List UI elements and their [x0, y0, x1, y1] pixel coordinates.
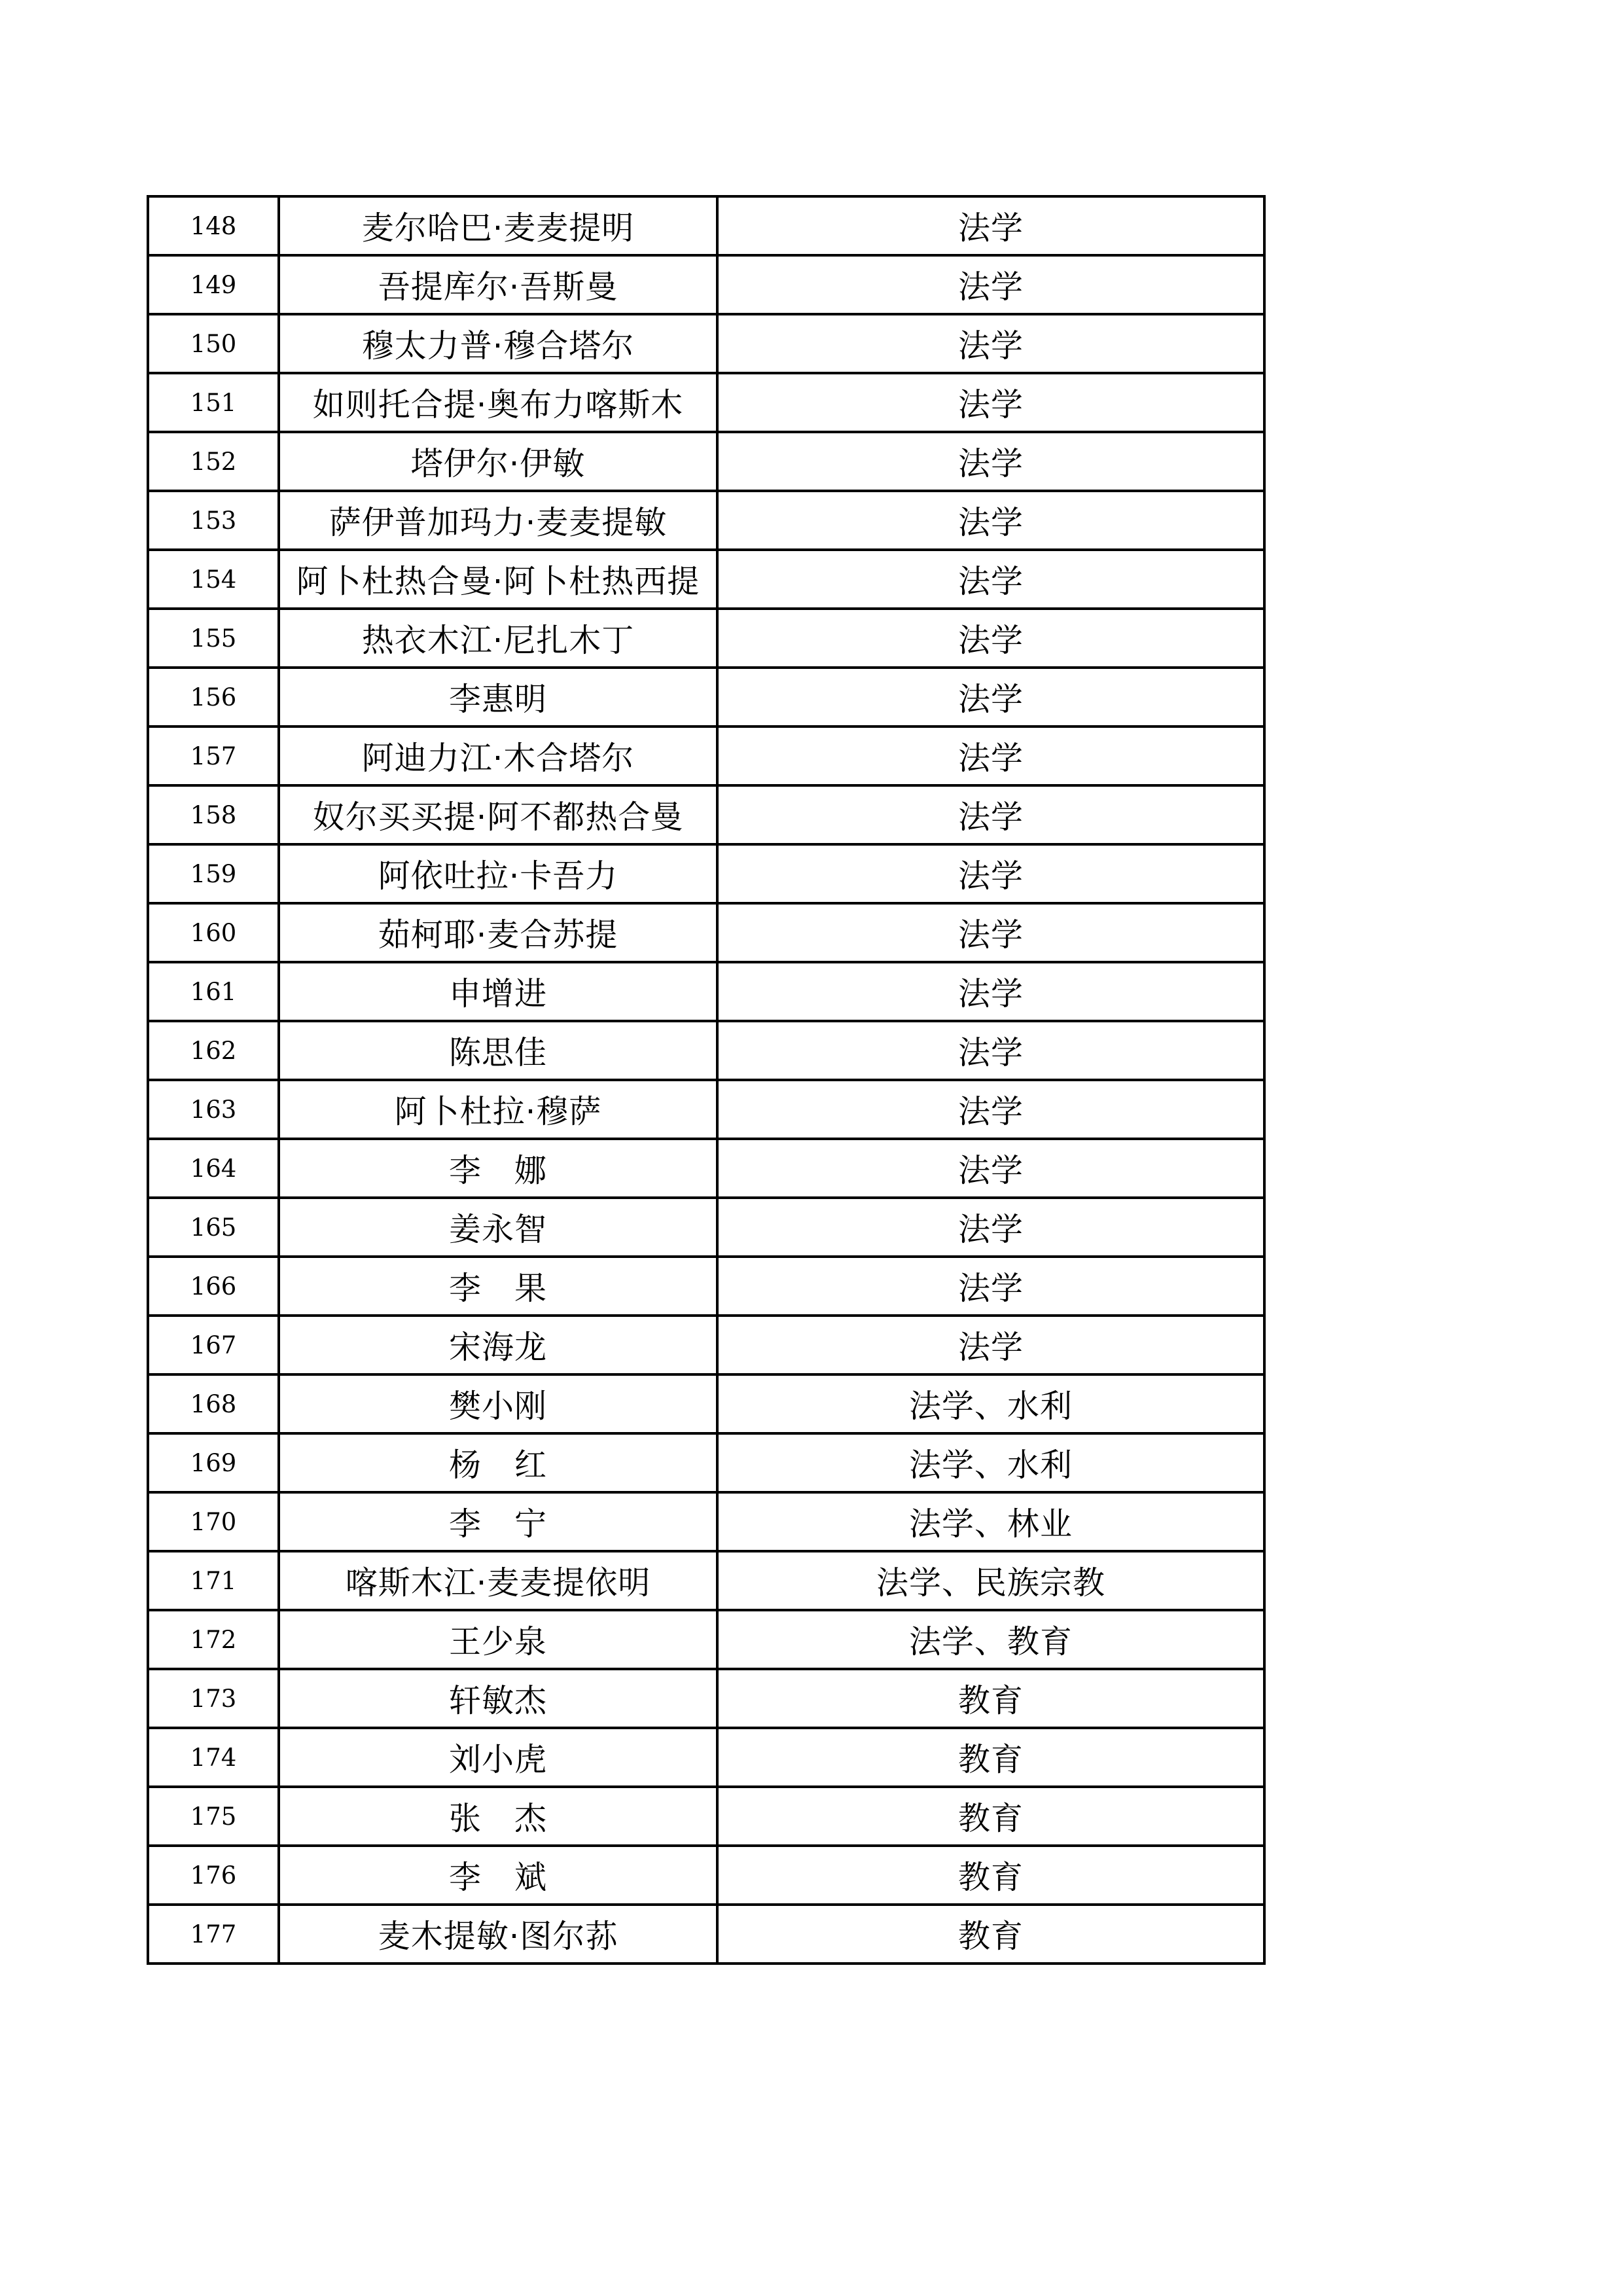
table-row	[148, 1728, 1264, 1787]
table-row	[148, 1846, 1264, 1905]
table-row	[148, 550, 1264, 609]
specialty-field: 法学	[717, 1080, 1264, 1139]
table-row	[148, 1551, 1264, 1610]
person-name: 李 斌	[279, 1846, 717, 1905]
person-name: 阿卜杜拉·穆萨	[279, 1080, 717, 1139]
specialty-field: 法学	[717, 962, 1264, 1021]
table-row	[148, 726, 1264, 785]
specialty-field: 法学	[717, 1257, 1264, 1316]
table-row	[148, 785, 1264, 844]
specialty-field: 法学、民族宗教	[717, 1551, 1264, 1610]
specialty-field: 教育	[717, 1728, 1264, 1787]
person-name: 陈思佳	[279, 1021, 717, 1080]
specialty-field: 法学、林业	[717, 1492, 1264, 1551]
person-name: 如则托合提·奥布力喀斯木	[279, 373, 717, 432]
person-name: 阿迪力江·木合塔尔	[279, 726, 717, 785]
specialty-field: 法学	[717, 903, 1264, 962]
row-number: 160	[148, 903, 279, 962]
specialty-field: 法学	[717, 668, 1264, 726]
specialty-field: 法学	[717, 1021, 1264, 1080]
table-row	[148, 1080, 1264, 1139]
specialty-field: 法学	[717, 196, 1264, 255]
row-number: 162	[148, 1021, 279, 1080]
roster-table	[147, 195, 1266, 1965]
person-name: 阿卜杜热合曼·阿卜杜热西提	[279, 550, 717, 609]
row-number: 169	[148, 1433, 279, 1492]
person-name: 茹柯耶·麦合苏提	[279, 903, 717, 962]
table-row	[148, 1787, 1264, 1846]
person-name: 萨伊普加玛力·麦麦提敏	[279, 491, 717, 550]
specialty-field: 教育	[717, 1669, 1264, 1728]
specialty-field: 教育	[717, 1905, 1264, 1964]
row-number: 148	[148, 196, 279, 255]
specialty-field: 教育	[717, 1846, 1264, 1905]
row-number: 171	[148, 1551, 279, 1610]
table-row	[148, 1433, 1264, 1492]
specialty-field: 法学	[717, 844, 1264, 903]
person-name: 奴尔买买提·阿不都热合曼	[279, 785, 717, 844]
row-number: 176	[148, 1846, 279, 1905]
row-number: 177	[148, 1905, 279, 1964]
person-name: 塔伊尔·伊敏	[279, 432, 717, 491]
person-name: 麦木提敏·图尔荪	[279, 1905, 717, 1964]
table-row	[148, 373, 1264, 432]
table-row	[148, 903, 1264, 962]
specialty-field: 法学	[717, 609, 1264, 668]
specialty-field: 法学	[717, 1316, 1264, 1374]
person-name: 刘小虎	[279, 1728, 717, 1787]
specialty-field: 法学	[717, 491, 1264, 550]
row-number: 152	[148, 432, 279, 491]
specialty-field: 法学、教育	[717, 1610, 1264, 1669]
row-number: 151	[148, 373, 279, 432]
table-row	[148, 1021, 1264, 1080]
specialty-field: 法学	[717, 1198, 1264, 1257]
row-number: 149	[148, 255, 279, 314]
person-name: 姜永智	[279, 1198, 717, 1257]
specialty-field: 教育	[717, 1787, 1264, 1846]
row-number: 174	[148, 1728, 279, 1787]
person-name: 李 果	[279, 1257, 717, 1316]
specialty-field: 法学	[717, 1139, 1264, 1198]
specialty-field: 法学、水利	[717, 1374, 1264, 1433]
table-row	[148, 1374, 1264, 1433]
specialty-field: 法学	[717, 373, 1264, 432]
person-name: 李 宁	[279, 1492, 717, 1551]
row-number: 161	[148, 962, 279, 1021]
row-number: 158	[148, 785, 279, 844]
table-row	[148, 1492, 1264, 1551]
row-number: 165	[148, 1198, 279, 1257]
specialty-field: 法学	[717, 726, 1264, 785]
table-row	[148, 314, 1264, 373]
row-number: 170	[148, 1492, 279, 1551]
row-number: 163	[148, 1080, 279, 1139]
person-name: 热衣木江·尼扎木丁	[279, 609, 717, 668]
person-name: 李 娜	[279, 1139, 717, 1198]
row-number: 166	[148, 1257, 279, 1316]
person-name: 阿依吐拉·卡吾力	[279, 844, 717, 903]
person-name: 申增进	[279, 962, 717, 1021]
person-name: 杨 红	[279, 1433, 717, 1492]
person-name: 王少泉	[279, 1610, 717, 1669]
row-number: 159	[148, 844, 279, 903]
row-number: 173	[148, 1669, 279, 1728]
person-name: 宋海龙	[279, 1316, 717, 1374]
table-row	[148, 844, 1264, 903]
table-row	[148, 491, 1264, 550]
table-row	[148, 609, 1264, 668]
person-name: 张 杰	[279, 1787, 717, 1846]
row-number: 157	[148, 726, 279, 785]
person-name: 李惠明	[279, 668, 717, 726]
row-number: 164	[148, 1139, 279, 1198]
table-row	[148, 1198, 1264, 1257]
table-row	[148, 255, 1264, 314]
table-row	[148, 1905, 1264, 1964]
row-number: 154	[148, 550, 279, 609]
table-row	[148, 1316, 1264, 1374]
row-number: 155	[148, 609, 279, 668]
row-number: 175	[148, 1787, 279, 1846]
row-number: 167	[148, 1316, 279, 1374]
specialty-field: 法学、水利	[717, 1433, 1264, 1492]
row-number: 168	[148, 1374, 279, 1433]
table-row	[148, 1669, 1264, 1728]
person-name: 吾提库尔·吾斯曼	[279, 255, 717, 314]
table-row	[148, 668, 1264, 726]
roster-table-body	[148, 196, 1264, 1964]
person-name: 喀斯木江·麦麦提依明	[279, 1551, 717, 1610]
person-name: 轩敏杰	[279, 1669, 717, 1728]
person-name: 樊小刚	[279, 1374, 717, 1433]
person-name: 穆太力普·穆合塔尔	[279, 314, 717, 373]
table-row	[148, 432, 1264, 491]
table-row	[148, 196, 1264, 255]
table-row	[148, 962, 1264, 1021]
row-number: 150	[148, 314, 279, 373]
row-number: 172	[148, 1610, 279, 1669]
specialty-field: 法学	[717, 314, 1264, 373]
specialty-field: 法学	[717, 550, 1264, 609]
row-number: 153	[148, 491, 279, 550]
table-row	[148, 1257, 1264, 1316]
specialty-field: 法学	[717, 255, 1264, 314]
row-number: 156	[148, 668, 279, 726]
specialty-field: 法学	[717, 785, 1264, 844]
table-row	[148, 1610, 1264, 1669]
table-row	[148, 1139, 1264, 1198]
specialty-field: 法学	[717, 432, 1264, 491]
person-name: 麦尔哈巴·麦麦提明	[279, 196, 717, 255]
